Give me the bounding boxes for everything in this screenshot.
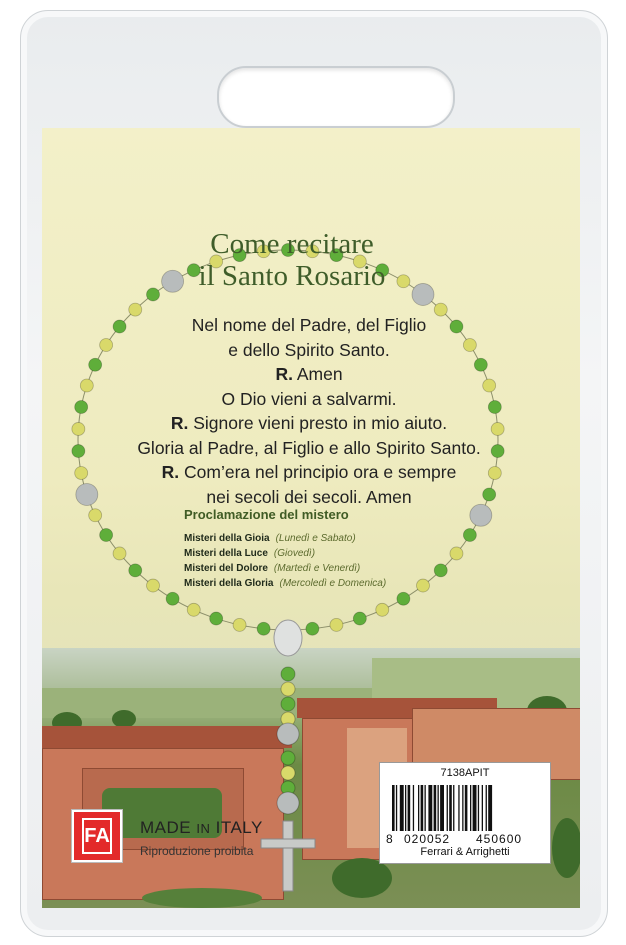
barcode-bar: [434, 785, 437, 831]
rosary-bead: [434, 564, 447, 577]
product-code: 7138APIT: [440, 767, 490, 779]
prayer-line: nei secoli dei secoli. Amen: [206, 486, 412, 507]
response-label: R.: [170, 413, 189, 433]
prayer-line: O Dio vieni a salvarmi.: [221, 388, 397, 409]
rosary-centerpiece: [274, 620, 302, 656]
barcode-bar: [425, 785, 426, 831]
rosary-bead: [89, 509, 102, 522]
rosary-bead: [463, 529, 476, 542]
pendant-bead: [281, 766, 295, 780]
barcode-bar: [428, 785, 432, 831]
prayer-response: [68, 460, 550, 485]
reproduction-notice: Riproduzione proibita: [140, 844, 254, 858]
response-text: Amen: [292, 364, 343, 384]
made-prefix: MADE: [140, 818, 192, 837]
prayer-response: [68, 362, 550, 387]
hang-hole: [217, 66, 455, 128]
mystery-days: (Mercoledì e Domenica): [279, 578, 387, 589]
pendant-grey-bead: [277, 723, 299, 745]
fa-logo: [72, 810, 122, 862]
rosary-bead: [450, 547, 463, 560]
barcode-label: [379, 762, 551, 864]
mystery-item: [184, 548, 315, 559]
pendant-bead: [281, 697, 295, 711]
barcode-bar: [447, 785, 448, 831]
barcode-digit-first: 8: [386, 832, 394, 846]
rosary-bead: [257, 622, 270, 635]
barcode-bar: [400, 785, 404, 831]
response-label: R.: [275, 364, 293, 384]
title-line-2: il Santo Rosario: [198, 260, 386, 292]
response-label: R.: [161, 462, 180, 482]
prayer-text: [68, 313, 550, 509]
prayer-response: [68, 411, 550, 436]
title-line-1: Come recitare: [210, 228, 374, 260]
barcode-bar: [421, 785, 424, 831]
rosary-bead: [306, 622, 319, 635]
rosary-bead: [376, 603, 389, 616]
barcode-bar: [458, 785, 459, 831]
barcode-bar: [418, 785, 419, 831]
barcode-bar: [470, 785, 471, 831]
barcode-bar: [453, 785, 454, 831]
mystery-days: (Lunedì e Sabato): [275, 533, 356, 544]
barcode-bar: [408, 785, 411, 831]
mystery-name: Misteri della Gioia: [184, 533, 270, 544]
mystery-item: [184, 563, 360, 574]
mystery-days: (Martedì e Venerdì): [273, 563, 361, 574]
mystery-name: Misteri del Dolore: [184, 563, 268, 574]
barcode-bar: [465, 785, 468, 831]
rosary-bead: [113, 547, 126, 560]
rosary-bead: [397, 592, 410, 605]
barcode-bar: [486, 785, 487, 831]
cross-horizontal: [261, 839, 315, 848]
mystery-item: [184, 578, 386, 589]
rosary-bead: [233, 618, 246, 631]
barcode-bar: [396, 785, 397, 831]
barcode-digit-group: 450600: [476, 832, 523, 846]
rosary-bead: [330, 618, 343, 631]
pendant-bead: [281, 667, 295, 681]
cross-vertical: [283, 821, 293, 891]
made-in-italy: [140, 818, 263, 838]
logo-letters: FA: [82, 818, 112, 854]
barcode-bar: [488, 785, 492, 831]
rosary-bead: [353, 612, 366, 625]
response-text: Signore vieni presto in mio aiuto.: [188, 413, 448, 433]
proclamation-title: Proclamazione del mistero: [184, 507, 349, 522]
barcode-bar: [405, 785, 406, 831]
barcode-bars: [392, 785, 538, 831]
rosary-bead: [166, 592, 179, 605]
pendant-grey-bead: [277, 792, 299, 814]
prayer-line: Nel nome del Padre, del Figlio: [191, 315, 427, 335]
mystery-item: [184, 533, 356, 544]
rosary-bead: [416, 579, 429, 592]
barcode-bar: [462, 785, 463, 831]
barcode-bar: [392, 785, 395, 831]
card-title: [162, 228, 422, 292]
barcode-bar: [413, 785, 414, 831]
pendant-bead: [281, 682, 295, 696]
barcode-bar: [449, 785, 452, 831]
response-text: Com’era nel principio ora e sempre: [179, 462, 457, 482]
barcode-bar: [438, 785, 439, 831]
rosary-bead: [147, 288, 160, 301]
rosary-bead: [100, 529, 113, 542]
barcode-bar: [440, 785, 444, 831]
prayer-line: e dello Spirito Santo.: [228, 339, 390, 360]
company-name: Ferrari & Arrighetti: [420, 846, 510, 858]
barcode-digit-group: 020052: [404, 832, 451, 846]
made-in: IN: [196, 821, 211, 836]
made-country: ITALY: [215, 818, 263, 837]
mystery-days: (Giovedì): [273, 548, 316, 559]
rosary-bead: [147, 579, 160, 592]
prayer-line: Gloria al Padre, al Figlio e allo Spirito Santo.: [137, 437, 481, 458]
barcode-bar: [473, 785, 477, 831]
pendant-bead: [281, 751, 295, 765]
mystery-name: Misteri della Gloria: [184, 578, 274, 589]
rosary-bead: [210, 612, 223, 625]
rosary-bead: [187, 603, 200, 616]
mystery-name: Misteri della Luce: [184, 548, 268, 559]
barcode-bar: [482, 785, 483, 831]
barcode-bar: [478, 785, 479, 831]
rosary-bead: [129, 564, 142, 577]
